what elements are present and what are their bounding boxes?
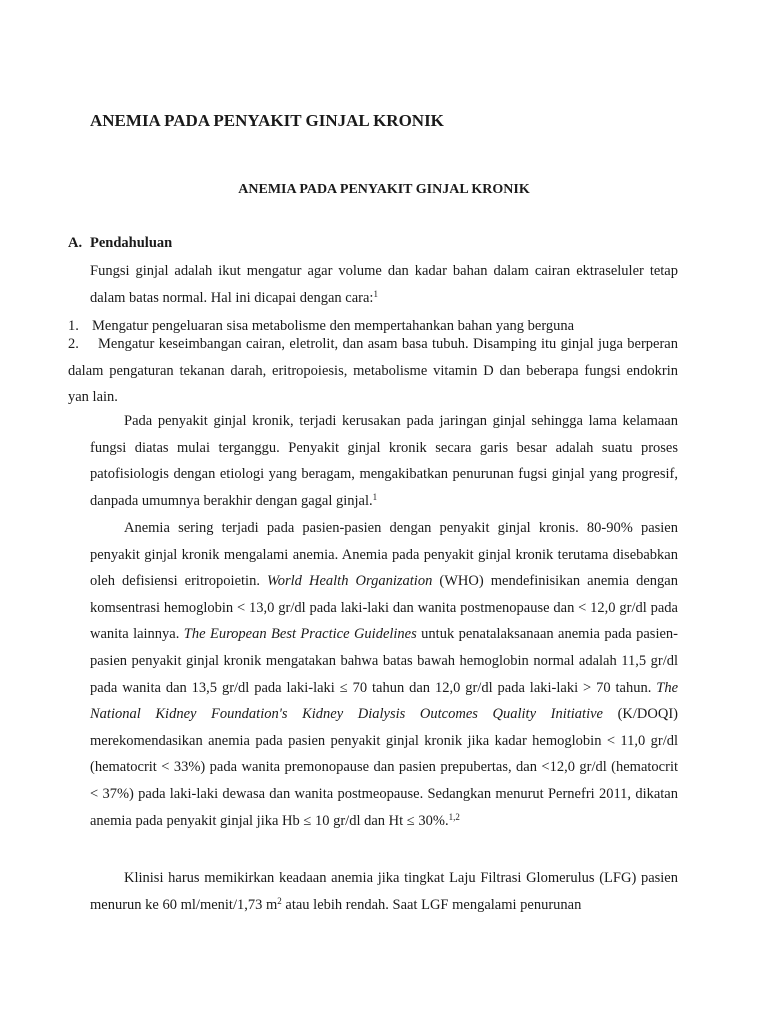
list-item-number: 2. [68,336,79,352]
document-title: ANEMIA PADA PENYAKIT GINJAL KRONIK [90,111,444,130]
paragraph-1-ref: 1 [372,491,378,502]
paragraph-2-text: (WHO) mendefinisikan anemia dengan komsentrasi hemoglobin < 13,0 gr/dl pada laki-laki dan wanita postmenopause dan < 12,0 gr/dl pada wanita lainnya. [90,573,678,643]
list-item [68,331,678,411]
paragraph-2 [90,515,678,834]
kdoqi-name: The National Kidney Foundation's Kidney Dialysis Outcomes Quality Initiative [90,679,678,723]
list-item-number: 1. [68,318,79,334]
intro-ref: 1 [373,288,378,299]
intro-text: Fungsi ginjal adalah ikut mengatur agar volume dan kadar bahan dalam cairan ektraseluler tetap dalam batas normal. Hal ini dicapai dengan cara: [90,263,678,306]
section-title: Pendahuluan [90,235,173,251]
paragraph-2-text: untuk penatalaksanaan anemia pada pasien-pasien penyakit ginjal kronik mengatakan bahwa batas bawah hemoglobin normal adalah 11,5 gr/dl pada wanita dan 13,5 gr/dl pada laki-laki ≤ 70 tahun dan 12,0 gr/dl pada laki-laki > 70 tahun. [90,626,678,696]
content-title: ANEMIA PADA PENYAKIT GINJAL KRONIK [238,182,530,197]
paragraph-2-ref: 1,2 [448,811,460,822]
paragraph-2-text: Anemia sering terjadi pada pasien-pasien dengan penyakit ginjal kronis. 80-90% pasien penyakit ginjal kronik mengalami anemia. Anemia pada penyakit ginjal kronik terutama disebabkan oleh defisiensi eritropoietin. [90,520,678,590]
intro-paragraph [90,258,678,311]
section-letter: A. [68,235,83,251]
ebpg-name: The European Best Practice Guidelines [183,626,417,643]
who-name: World Health Organization [267,573,433,590]
paragraph-1 [90,408,678,514]
paragraph-1-text: Pada penyakit ginjal kronik, terjadi kerusakan pada jaringan ginjal sehingga lama kelamaan fungsi diatas mulai terganggu. Penyakit ginjal kronik secara garis besar adalah suatu proses patofisiologis dengan etiologi yang beragam, mengakibatkan penurunan fugsi ginjal yang progresif, danpada umumnya berakhir dengan gagal ginjal. [90,413,678,509]
paragraph-2-text: (K/DOQI) merekomendasikan anemia pada pasien penyakit ginjal kronik jika kadar hemoglobin < 11,0 gr/dl (hematocrit < 33%) pada wanita premonopause dan pasien prepubertas, dan <12,0 gr/dl (hematocrit < 37%) pada laki-laki dewasa dan wanita postmeopause. Sedangkan menurut Pernefri 2011, dikatan anemia pada penyakit ginjal jika Hb ≤ 10 gr/dl dan Ht ≤ 30%. [90,706,678,829]
list-item-text: Mengatur pengeluaran sisa metabolisme den mempertahankan bahan yang berguna [92,318,575,334]
unit-superscript: 2 [277,895,282,906]
section-heading [68,235,172,252]
paragraph-3-text: atau lebih rendah. Saat LGF mengalami penurunan [281,896,582,913]
paragraph-3 [90,865,678,918]
paragraph-3-text: Klinisi harus memikirkan keadaan anemia jika tingkat Laju Filtrasi Glomerulus (LFG) pasien menurun ke 60 ml/menit/1,73 m [90,870,678,913]
list-item-text: Mengatur keseimbangan cairan, eletrolit, dan asam basa tubuh. Disamping itu ginjal juga berperan dalam pengaturan tekanan darah, eritropoiesis, metabolisme vitamin D dan beberapa fungsi endokrin yan lain. [68,336,678,406]
